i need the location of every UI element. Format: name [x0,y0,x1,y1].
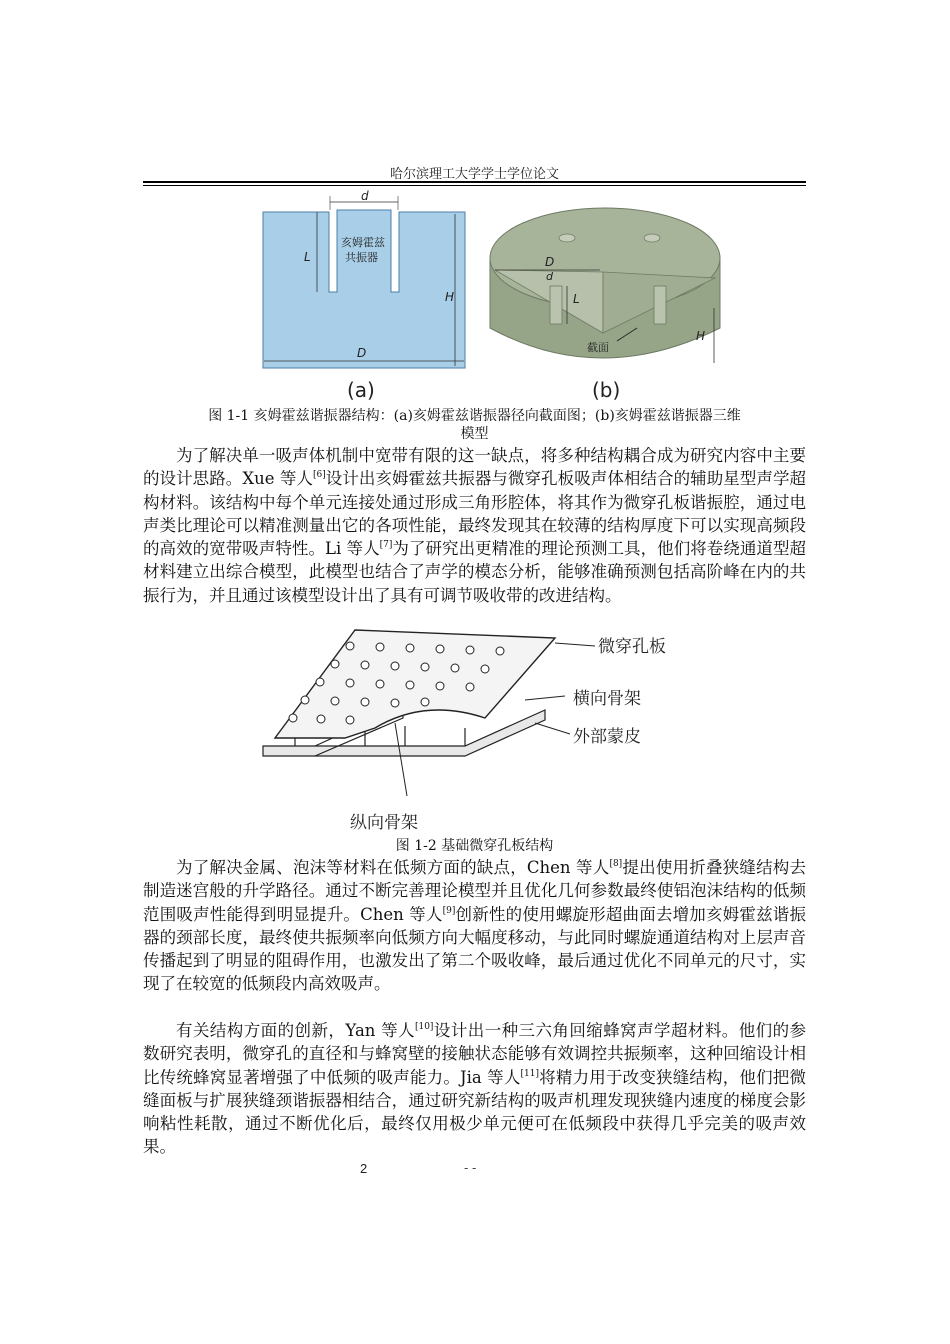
label-outer-skin: 外部蒙皮 [573,727,641,747]
running-header: 哈尔滨理工大学学士学位论文 [389,167,559,182]
dim-D-3d-label: D [545,255,555,269]
page-number: 2 [360,1161,368,1176]
citation-8: [8] [609,859,623,869]
paragraph-3 [143,1019,806,1159]
paragraph-2-text-c: 创新性的使用螺旋形超曲面去增加亥姆霍兹谐振器的颈部长度，最终使共振频率向低频方向大幅度移动，与此同时螺旋通道结构对上层声音传播起到了明显的阻碍作用，也激发出了第二个吸收峰，最后通过优化不同单元的尺寸，实现了在较宽的低频段内高效吸声。 [143,904,807,994]
figure-1-1-caption-line1: 图 1-1 亥姆霍兹谐振器结构：(a)亥姆霍兹谐振器径向截面图；(b)亥姆霍兹谐振器三维 [208,408,741,424]
label-longitudinal-frame: 纵向骨架 [350,813,418,833]
neck-left [550,286,562,324]
figure-1-2 [255,628,700,838]
label-perforated-plate: 微穿孔板 [598,637,666,657]
section-label: 截面 [587,341,609,354]
citation-7: [7] [379,540,393,551]
dim-H-label: H [445,290,455,304]
resonator-label-line2: 共振器 [345,251,378,264]
figure-1-1-panel-b [490,208,720,402]
header-rule-thin [143,185,806,186]
paragraph-3-text-b: 设计出一种三六角回缩蜂窝声学超材料。他们的参数研究表明，微穿孔的直径和与蜂窝壁的接触状态能够有效调控共振频率，这种回缩设计相比传统蜂窝显著增强了中低频的吸声能力。Jia 等人 [143,1021,806,1087]
citation-10: [10] [414,1022,434,1032]
dim-L-label: L [304,250,311,264]
panel-a-tag: (a) [347,378,375,402]
figure-1-2-caption: 图 1-2 基础微穿孔板结构 [395,838,554,854]
paragraph-3-text-a: 有关结构方面的创新，Yan 等人 [176,1021,415,1040]
neck-right [654,286,666,324]
paragraph-1 [143,444,806,607]
figure-1-1 [255,188,735,403]
dim-d-label: d [361,189,369,203]
dim-D-label: D [357,346,367,360]
figure-1-1-panel-a [263,189,465,402]
resonator-label-line1: 亥姆霍兹 [341,236,385,249]
dim-d-3d-label: d [546,270,553,283]
dim-H-3d-label: H [696,329,706,343]
citation-11: [11] [520,1068,540,1079]
resonator-cross-section [263,210,465,368]
dim-L-3d-label: L [573,292,580,306]
paragraph-1-text-b: 设计出亥姆霍兹共振器与微穿孔板吸声体相结合的辅助星型声学超构材料。该结构中每个单元连接处通过形成三角形腔体，将其作为微穿孔板谐振腔，通过电声类比理论可以精准测量出它的各项性能，最终发现其在较薄的结构厚度下可以实现高频段的高效的宽带吸声特性。Li 等人 [143,469,807,559]
panel-b-tag: (b) [592,378,621,402]
citation-6: [6] [312,470,326,481]
paragraph-2-text-b: 提出使用折叠狭缝结构去制造迷宫般的升学路径。通过不断完善理论模型并且优化几何参数最终使铝泡沫结构的低频范围吸声性能得到明显提升。Chen 等人 [143,858,807,924]
page-footer-dashes: - - [464,1160,477,1175]
paragraph-2 [143,856,806,996]
header-rule-thick [143,181,806,183]
paragraph-2-text-a: 为了解决金属、泡沫等材料在低频方面的缺点，Chen 等人 [176,858,610,877]
paragraph-1-text-c: 为了研究出更精准的理论预测工具，他们将卷绕通道型超材料建立出综合模型，此模型也结合了声学的模态分析，能够准确预测包括高阶峰在内的共振行为，并且通过该模型设计出了具有可调节吸收带的改进结构。 [143,539,807,605]
paragraph-3-text-c: 将精力用于改变狭缝结构，他们把微缝面板与扩展狭缝颈谐振器相结合，通过研究新结构的吸声机理发现狭缝内速度的梯度会影响粘性耗散，通过不断优化后，最终仅用极少单元便可在低频段中获得几乎完美的吸声效果。 [143,1067,806,1157]
citation-9: [9] [442,905,456,916]
label-transverse-frame: 横向骨架 [573,689,641,709]
figure-1-1-caption-line2: 模型 [460,426,489,442]
paragraph-1-text-a: 为了解决单一吸声体机制中宽带有限的这一缺点，将多种结构耦合成为研究内容中主要的设计思路。Xue 等人 [143,446,806,489]
